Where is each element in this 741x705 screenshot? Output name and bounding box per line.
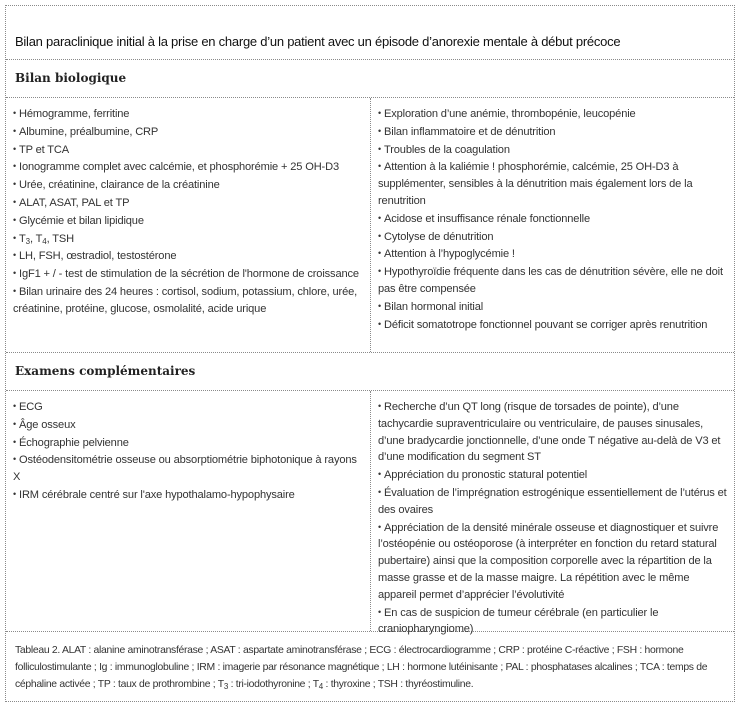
list-item (378, 466, 727, 484)
bullet-icon: • (378, 318, 382, 329)
bullet-icon: • (378, 230, 382, 241)
bullet-icon: • (13, 108, 17, 118)
bullet-icon: • (13, 250, 17, 261)
list-item-text: ECG (19, 401, 43, 413)
bullet-icon: • (378, 521, 382, 532)
list-item-text: Attention à l’hypoglycémie ! (384, 248, 515, 261)
list-item (378, 210, 727, 228)
table-title: Bilan paraclinique initial à la prise en charge d’un patient avec un épisode d’anorexie mentale à début précoce (6, 6, 734, 60)
footnote-text: Tableau 2. ALAT : alanine aminotransférase ; ASAT : aspartate aminotransférase ; ECG : électrocardiogramme ; CRP : protéine C-réactive ; FSH : hormone folliculostimulante ; Ig : immunoglobuline ; IRM : imagerie par résonance magnétique ; LH : hormone lutéinisante ; PAL : phosphatases alcalines ; TCA : temps de céphaline activée ; TP : taux de prothrombine ; T (15, 645, 708, 690)
list-item (13, 486, 363, 504)
list-item (378, 263, 727, 298)
tests-column (6, 391, 371, 631)
bullet-icon: • (378, 469, 382, 480)
list-item (378, 105, 727, 123)
list-item (13, 194, 363, 212)
list-item-text: , TSH (46, 232, 74, 245)
list-item-text: ALAT, ASAT, PAL et TP (19, 196, 130, 209)
bullet-icon: • (13, 214, 17, 225)
list-item (378, 141, 727, 159)
list-item-text: Ostéodensitométrie osseuse ou absorptiométrie biphotonique à rayons X (13, 454, 357, 484)
list-item-text: Cytolyse de dénutrition (384, 230, 494, 243)
list-item-text: Échographie pelvienne (19, 436, 129, 449)
footnote-subscript: 4 (318, 682, 323, 691)
list-item (378, 158, 727, 209)
list-item (13, 141, 363, 159)
list-item (13, 123, 363, 141)
section-heading-examens-complementaires: Examens complémentaires (6, 353, 734, 391)
list-item (378, 123, 727, 141)
footnote-text: : tri-iodothyronine ; T (228, 679, 319, 690)
list-item-text: Déficit somatotrope fonctionnel pouvant se corriger après renutrition (384, 318, 708, 331)
bullet-icon: • (378, 606, 382, 617)
list-item (13, 158, 363, 176)
list-item-text: LH, FSH, œstradiol, testostérone (19, 250, 177, 263)
list-item-text: Âge osseux (19, 418, 76, 431)
list-item (13, 416, 363, 434)
subscript: 4 (42, 236, 47, 246)
list-item-text: Urée, créatinine, clairance de la créatinine (19, 179, 220, 192)
list-item-text: IRM cérébrale centré sur l'axe hypothalamo-hypophysaire (19, 488, 295, 501)
bullet-icon: • (13, 179, 17, 190)
list-item (378, 484, 727, 519)
list-item (378, 398, 727, 466)
list-item-text: TP et TCA (19, 143, 70, 156)
list-item-text: Exploration d’une anémie, thrombopénie, leucopénie (384, 108, 636, 120)
bullet-icon: • (13, 268, 17, 279)
bullet-icon: • (13, 232, 17, 243)
list-item-text: Appréciation du pronostic statural potentiel (384, 469, 588, 482)
list-item-text: Troubles de la coagulation (384, 143, 510, 156)
list-item (378, 298, 727, 316)
list-item-text: Recherche d’un QT long (risque de torsades de pointe), d’une tachycardie supraventriculaire ou ventriculaire, de pauses sinusales, d’une bradycardie jonctionnelle, d’une onde T négative au-delà de V3 et d’une modification du segment ST (378, 401, 721, 464)
list-item (13, 283, 363, 318)
list-item-text: Évaluation de l’imprégnation estrogénique essentiellement de l’utérus et des ovaires (378, 486, 727, 516)
list-item-text: Appréciation de la densité minérale osseuse et diagnostiquer et suivre l’ostéopénie ou ostéoporose (à interpréter en fonction du retard statural pubertaire) ainsi que la composition corporelle avec la répartition de la masse grasse et de la masse maigre. La répétition avec le même appareil permet d’apprécier l’évolutivité (378, 521, 719, 601)
bullet-icon: • (378, 300, 382, 311)
list-item (13, 398, 363, 416)
list-item-text: En cas de suspicion de tumeur cérébrale (en particulier le craniopharyngiome) (378, 606, 659, 636)
tests-column (6, 98, 371, 352)
list-item (13, 212, 363, 230)
bullet-icon: • (13, 196, 17, 207)
bullet-icon: • (378, 161, 382, 172)
list-item (13, 105, 363, 123)
bullet-icon: • (378, 266, 382, 277)
section-body-bilan-biologique (6, 98, 734, 353)
table-footnote (6, 632, 734, 701)
list-item (13, 451, 363, 486)
list-item-text: T (19, 232, 26, 245)
bullet-icon: • (13, 143, 17, 154)
list-item-text: Bilan hormonal initial (384, 300, 484, 313)
list-item-text: Ionogramme complet avec calcémie, et phosphorémie + 25 OH-D3 (19, 161, 339, 174)
bullet-icon: • (13, 161, 17, 172)
bullet-icon: • (13, 285, 17, 296)
list-item (13, 434, 363, 452)
list-item-text: Bilan inflammatoire et de dénutrition (384, 125, 556, 138)
list-item-text: Bilan urinaire des 24 heures : cortisol, sodium, potassium, chlore, urée, créatinine, protéine, glucose, osmolalité, acide urique (13, 285, 358, 315)
list-item (378, 245, 727, 263)
subscript: 3 (25, 236, 30, 246)
list-item (378, 604, 727, 639)
bullet-icon: • (378, 212, 382, 223)
list-item-text: , T (29, 232, 43, 245)
bullet-icon: • (378, 125, 382, 136)
bullet-icon: • (13, 401, 17, 411)
results-table (5, 5, 735, 702)
bullet-icon: • (13, 418, 17, 429)
bullet-icon: • (13, 125, 17, 136)
footnote-subscript: 3 (223, 682, 228, 691)
list-item-text: Acidose et insuffisance rénale fonctionnelle (384, 212, 590, 225)
bullet-icon: • (378, 486, 382, 497)
list-item (378, 228, 727, 246)
list-item (378, 519, 727, 604)
bullet-icon: • (378, 248, 382, 259)
list-item (13, 247, 363, 265)
section-body-examens-complementaires (6, 391, 734, 636)
list-item-text: Hémogramme, ferritine (19, 108, 130, 120)
list-item-text: Glycémie et bilan lipidique (19, 214, 144, 227)
section-heading-bilan-biologique: Bilan biologique (6, 60, 734, 98)
list-item-text: IgF1 + / - test de stimulation de la sécrétion de l'hormone de croissance (19, 268, 359, 281)
list-item (13, 265, 363, 283)
bullet-icon: • (378, 143, 382, 154)
rationale-column (371, 391, 734, 636)
list-item (378, 316, 727, 334)
rationale-column (371, 98, 734, 352)
bullet-icon: • (13, 454, 17, 465)
list-item-text: Hypothyroïdie fréquente dans les cas de dénutrition sévère, elle ne doit pas être compensée (378, 266, 723, 295)
list-item (13, 230, 363, 248)
bullet-icon: • (13, 488, 17, 499)
list-item-text: Attention à la kaliémie ! phosphorémie, calcémie, 25 OH-D3 à supplémenter, sensibles à la dénutrition mais également lors de la renutrition (378, 161, 693, 207)
footnote-text: : thyroxine ; TSH : thyréostimuline. (322, 679, 474, 690)
list-item-text: Albumine, préalbumine, CRP (19, 125, 159, 138)
bullet-icon: • (378, 401, 382, 411)
bullet-icon: • (378, 108, 382, 118)
bullet-icon: • (13, 436, 17, 447)
list-item (13, 176, 363, 194)
